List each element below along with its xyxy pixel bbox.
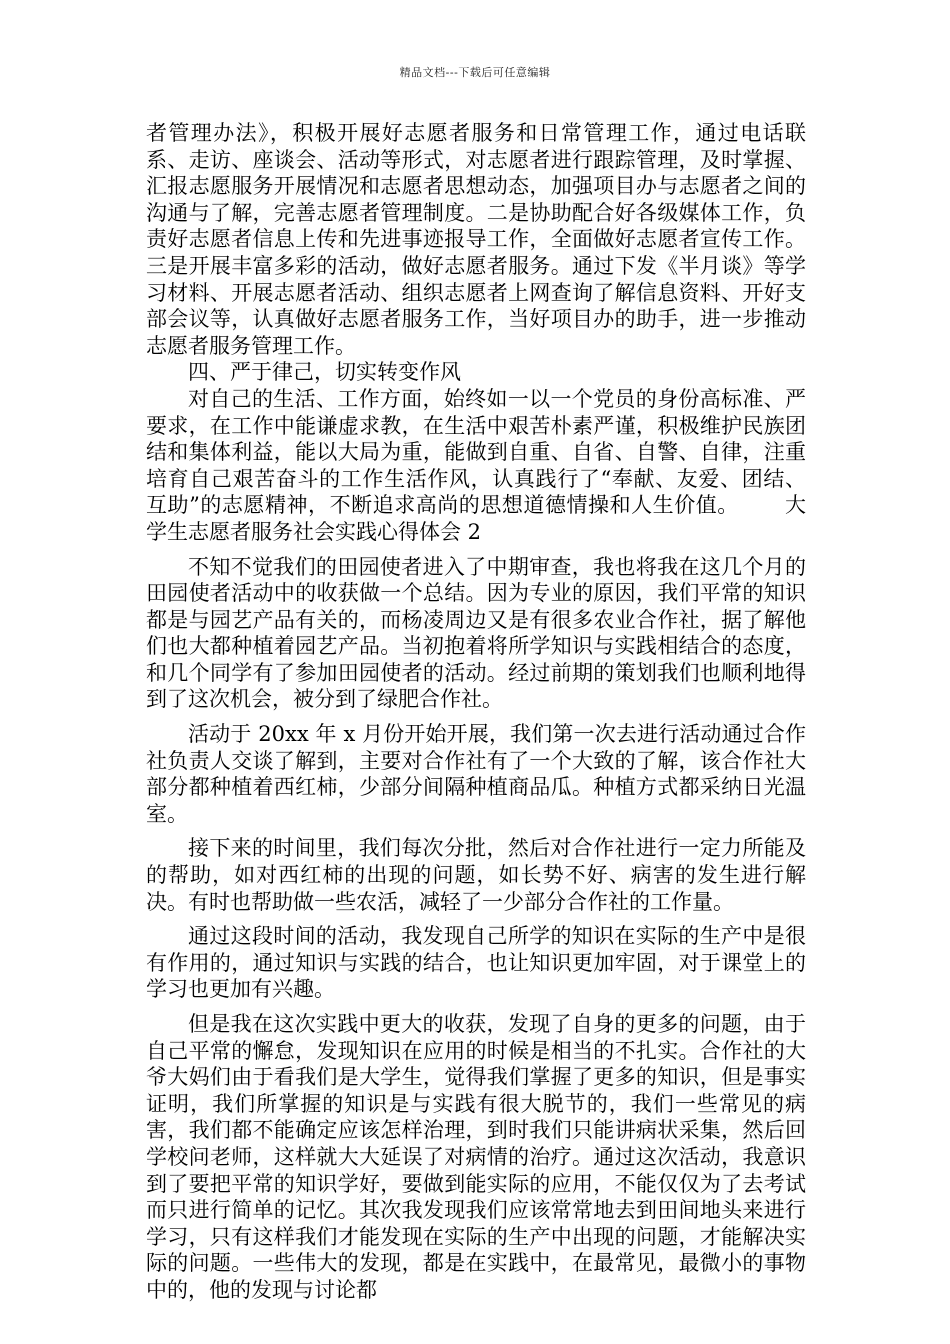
- page-header: 精品文档---下载后可任意编辑: [399, 66, 551, 79]
- article-title-2: 大学生志愿者服务社会实践心得体会 2: [146, 493, 806, 544]
- paragraph-knowledge-usefulness: 通过这段时间的活动，我发现自己所学的知识在实际的生产中是很有作用的，通过知识与实践的结合，也让知识更加牢固，对于课堂上的学习也更加有兴趣。: [146, 924, 806, 1002]
- paragraph-self-discipline-text: 对自己的生活、工作方面，始终如一以一个党员的身份高标准、严要求，在工作中能谦虚求教，在生活中艰苦朴素严谨，积极维护民族团结和集体利益，能以大局为重，能做到自重、自省、自警、自律，注重培育自己艰苦奋斗的工作生活作风，认真践行了“奉献、友爱、团结、互助”的志愿精神，不断追求高尚的思想道德情操和人生价值。: [146, 386, 806, 518]
- paragraph-activity-start: 活动于 20xx 年 x 月份开始开展，我们第一次去进行活动通过合作社负责人交谈了解到，主要对合作社有了一个大致的了解，该合作社大部分都种植着西红柿，少部分间隔种植商品瓜。种植方式都采纳日光温室。: [146, 722, 806, 826]
- document-body: [146, 120, 806, 1304]
- paragraph-bigger-gains: 但是我在这次实践中更大的收获，发现了自身的更多的问题，由于自己平常的懈怠，发现知识在应用的时候是相当的不扎实。合作社的大爷大妈们由于看我们是大学生，觉得我们掌握了更多的知识，但是事实证明，我们所掌握的知识是与实践有很大脱节的，我们一些常见的病害，我们都不能确定应该怎样治理，到时我们只能讲病状采集，然后回学校问老师，这样就大大延误了对病情的治疗。通过这次活动，我意识到了要把平常的知识学好，要做到能实际的应用，不能仅仅为了去考试而只进行简单的记忆。其次我发现我们应该常常地去到田间地头来进行学习，只有这样我们才能发现在实际的生产中出现的问题，才能解决实际的问题。一些伟大的发现，都是在实践中，在最常见，最微小的事物中的，他的发现与讨论都: [146, 1012, 806, 1302]
- paragraph-helping-cooperative: 接下来的时间里，我们每次分批，然后对合作社进行一定力所能及的帮助，如对西红柿的出现的问题，如长势不好、病害的发生进行解决。有时也帮助做一些农活，减轻了一少部分合作社的工作量。: [146, 836, 806, 914]
- paragraph-self-discipline: [146, 386, 806, 546]
- paragraph-mid-term-summary: 不知不觉我们的田园使者进入了中期审查，我也将我在这几个月的田园使者活动中的收获做一个总结。因为专业的原因，我们平常的知识都是与园艺产品有关的，而杨凌周边又是有很多农业合作社，据了解他们也大都种植着园艺产品。当初抱着将所学知识与实践相结合的态度，和几个同学有了参加田园使者的活动。经过前期的策划我们也顺利地得到了这次机会，被分到了绿肥合作社。: [146, 554, 806, 712]
- section-heading-self-discipline: 四、严于律己，切实转变作风: [188, 360, 461, 385]
- paragraph-volunteer-management: 者管理办法》，积极开展好志愿者服务和日常管理工作，通过电话联系、走访、座谈会、活动等形式，对志愿者进行跟踪管理，及时掌握、汇报志愿服务开展情况和志愿者思想动态，加强项目办与志愿者之间的沟通与了解，完善志愿者管理制度。二是协助配合好各级媒体工作，负责好志愿者信息上传和先进事迹报导工作，全面做好志愿者宣传工作。三是开展丰富多彩的活动，做好志愿者服务。通过下发《半月谈》等学习材料、开展志愿者活动、组织志愿者上网查询了解信息资料、开好支部会议等，认真做好志愿者服务工作，当好项目办的助手，进一步推动志愿者服务管理工作。: [146, 121, 806, 358]
